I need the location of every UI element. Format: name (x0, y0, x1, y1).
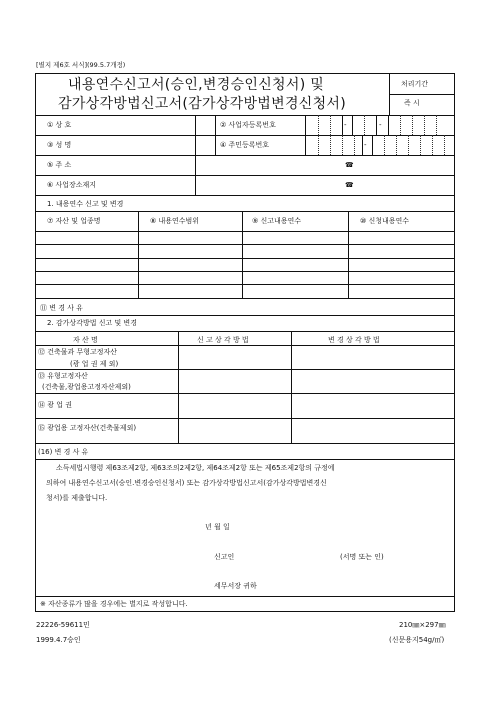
row15-mining-assets: ⑮ 광업용 고정자산(건축물제외) (38, 424, 137, 432)
col-line (195, 115, 196, 195)
addressee: 세무서장 귀하 (214, 582, 257, 590)
digit-box (330, 115, 331, 135)
field-label-name: ③ 성 명 (47, 141, 72, 149)
section1-header-range: ⑧ 내용연수범위 (150, 217, 200, 225)
digit-box (396, 135, 397, 155)
digit-box (384, 135, 385, 155)
col-line (215, 115, 216, 155)
section1-header-applied: ⑩ 신청내용연수 (360, 217, 410, 225)
processing-period-label: 처리기간 (401, 80, 429, 88)
digit-box (318, 135, 319, 155)
section2-header-changed: 변 경 상 각 방 법 (328, 336, 380, 344)
row12-line1: ⑫ 건축물과 무형고정자산 (38, 348, 118, 356)
row-line (35, 258, 455, 259)
title-bottom-line (35, 115, 455, 116)
digit-box (342, 115, 343, 135)
digit-box (354, 135, 355, 155)
digit-box (412, 115, 413, 135)
digit-box (352, 115, 353, 135)
footer-paper-size: 210㎜×297㎜ (399, 621, 446, 629)
footer-form-number: 22226-59611민 (36, 621, 90, 629)
field-label-business-reg-no: ② 사업자등록번호 (220, 121, 276, 129)
field-label-address: ⑤ 주 소 (47, 161, 72, 169)
row-line (35, 331, 455, 332)
section1-header-reported: ⑨ 신고내용연수 (252, 217, 302, 225)
applicant-label: 신고인 (214, 553, 235, 561)
row-line (35, 244, 455, 245)
row13-line2: (건축물,광업용고정자산제외) (42, 383, 131, 391)
field-label-resident-reg-no: ④ 주민등록번호 (220, 141, 270, 149)
row16-change-reason: (16) 변 경 사 유 (38, 448, 89, 456)
form-title-line2: 감가상각방법신고서(감가상각방법변경신청서) (58, 96, 347, 112)
row-line (35, 211, 455, 212)
row-line (35, 443, 455, 444)
signature-label: (서명 또는 인) (340, 553, 384, 561)
statement-line2: 의하여 내용연수신고서(승인.변경승인신청서) 또는 감가상각방법신고서(감가상각방법변경신 (46, 479, 327, 487)
row12-line2: (광 업 권 제 외) (70, 360, 119, 368)
row-line (35, 175, 455, 176)
row-line (35, 135, 455, 136)
row-line (35, 315, 455, 316)
row-line (35, 393, 455, 394)
row-line (35, 418, 455, 419)
digit-box (330, 135, 331, 155)
phone-icon: ☎ (345, 161, 354, 169)
phone-icon-2: ☎ (345, 181, 354, 189)
digit-box (400, 115, 401, 135)
digit-box (444, 135, 445, 155)
statement-line3: 청서)를 제출합니다. (46, 494, 108, 502)
row-line (35, 271, 455, 272)
digit-box (342, 135, 343, 155)
digit-box (372, 135, 373, 155)
dash-2: - (379, 121, 382, 129)
row-line (35, 298, 455, 299)
processing-divider (389, 94, 455, 95)
col-line (305, 115, 306, 155)
col-line (178, 331, 179, 443)
digit-box (318, 115, 319, 135)
footer-approval-date: 1999.4.7승인 (36, 636, 81, 644)
row14-mining-rights: ⑭ 광 업 권 (38, 401, 72, 409)
digit-box (376, 115, 377, 135)
note: ※ 자산종류가 많을 경우에는 별지로 작성합니다. (40, 600, 188, 608)
row-line (35, 231, 455, 232)
section2-header-reported: 신 고 상 각 방 법 (197, 336, 249, 344)
digit-box (362, 135, 363, 155)
processing-period-value: 즉 시 (404, 99, 420, 107)
row13-line1: ⑬ 유형고정자산 (38, 372, 88, 380)
row-line (35, 459, 455, 460)
digit-box (436, 115, 437, 135)
section1-title: 1. 내용연수 신고 및 변경 (47, 200, 124, 208)
dash-3: - (364, 141, 367, 149)
section1-change-reason: ⑪ 변 경 사 유 (40, 304, 83, 312)
footer-paper-type: (신문용지54g/㎡) (389, 636, 445, 644)
section2-title: 2. 감가상각방법 신고 및 변경 (47, 319, 137, 327)
digit-box (388, 115, 389, 135)
row-line (35, 284, 455, 285)
section1-header-asset: ⑦ 자산 및 업종명 (47, 217, 101, 225)
digit-box (424, 115, 425, 135)
digit-box (408, 135, 409, 155)
statement-line1: 소득세법시행령 제63조제2항, 제63조의2제2항, 제64조제2항 또는 제65조제2항의 규정에 (56, 464, 335, 472)
digit-box (420, 135, 421, 155)
field-label-business-location: ⑥ 사업장소재지 (47, 181, 97, 189)
form-reference: [별지 제6호 서식](99.5.7개정) (36, 61, 126, 69)
row-line (35, 155, 455, 156)
row-line (35, 369, 455, 370)
dash-1: - (344, 121, 347, 129)
field-label-company-name: ① 상 호 (47, 121, 72, 129)
row-line (35, 345, 455, 346)
col-line (291, 331, 292, 443)
digit-box (432, 135, 433, 155)
row-line (35, 596, 455, 597)
form-title-line1: 내용연수신고서(승인,변경승인신청서) 및 (68, 77, 325, 93)
digit-box (364, 115, 365, 135)
date-line: 년 월 일 (205, 523, 230, 531)
section2-header-asset: 자 산 명 (73, 336, 98, 344)
row-line (35, 195, 455, 196)
